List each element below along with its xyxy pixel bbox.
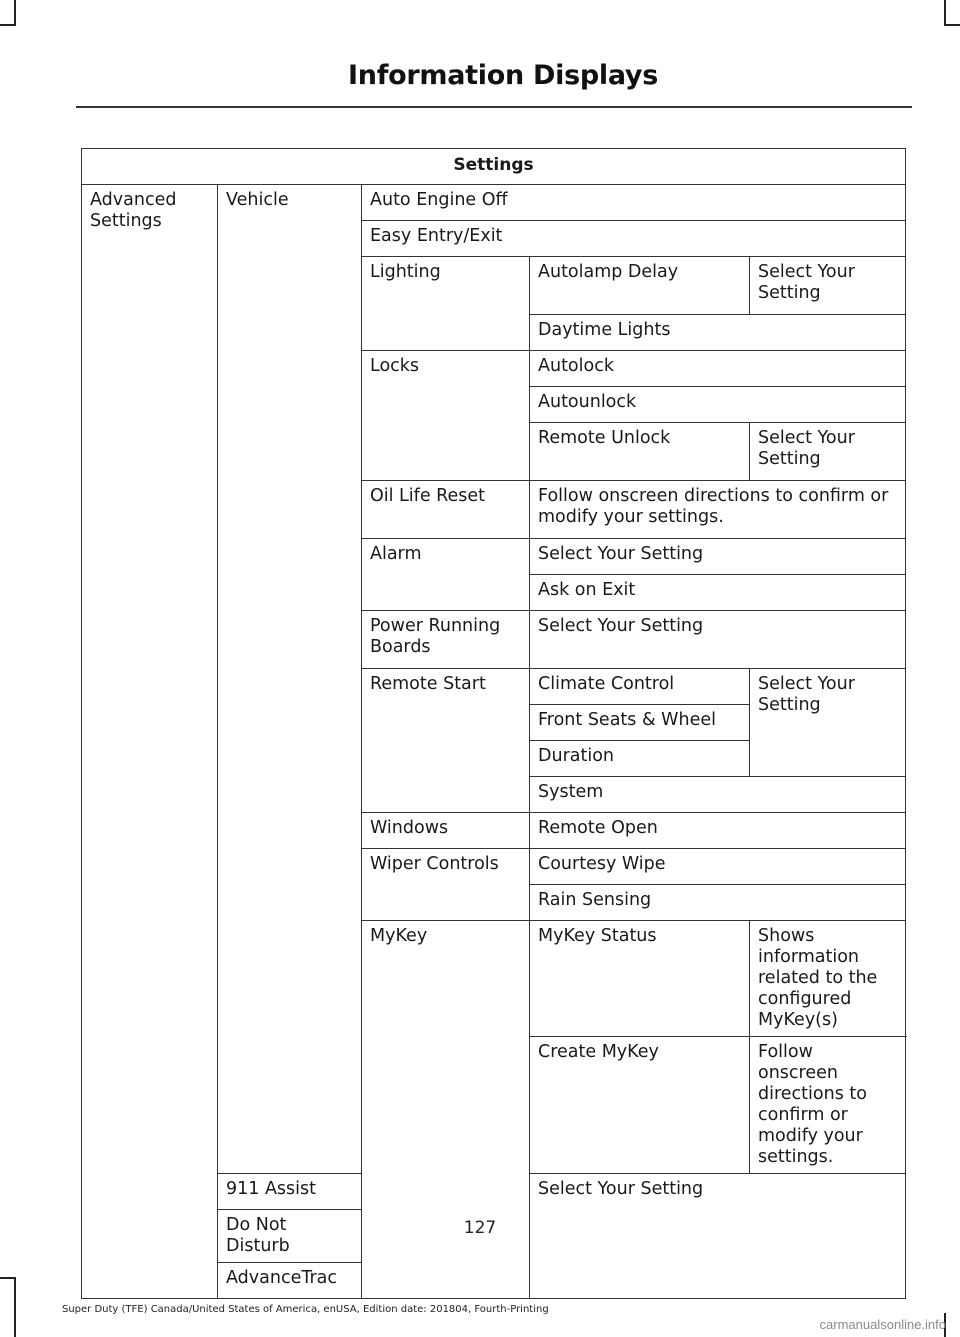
crop-mark [14, 0, 16, 26]
table-cell: System [530, 777, 906, 813]
table-cell: MyKey [362, 921, 530, 1299]
table-cell: Daytime Lights [530, 315, 906, 351]
table-title: Settings [82, 149, 906, 185]
table-cell: Alarm [362, 539, 530, 611]
crop-mark [0, 24, 16, 26]
table-cell: Select Your Setting [530, 1174, 906, 1299]
table-cell: Select Your Setting [530, 611, 906, 669]
table-cell: Courtesy Wipe [530, 849, 906, 885]
table-cell: Duration [530, 741, 750, 777]
header-divider [76, 106, 912, 108]
table-cell: Follow onscreen directions to confirm or modify your settings. [530, 481, 906, 539]
table-cell: Follow onscreen directions to confirm or modify your settings. [750, 1037, 906, 1174]
page-title: Information Displays [348, 60, 658, 91]
table-cell: Remote Open [530, 813, 906, 849]
table-cell: Easy Entry/Exit [362, 221, 906, 257]
table-cell: Select Your Setting [750, 669, 906, 777]
table-cell: 911 Assist [218, 1174, 362, 1210]
table-cell: Vehicle [218, 185, 362, 1174]
table-cell: Select Your Setting [750, 257, 906, 315]
crop-mark [0, 1277, 16, 1279]
table-cell: Auto Engine Off [362, 185, 906, 221]
table-cell: AdvanceTrac [218, 1263, 362, 1299]
table-cell: Front Seats & Wheel [530, 705, 750, 741]
table-cell: Ask on Exit [530, 575, 906, 611]
table-cell: Autolock [530, 351, 906, 387]
table-cell: Do Not Disturb [218, 1210, 362, 1263]
table-cell: Rain Sensing [530, 885, 906, 921]
crop-mark [14, 1277, 16, 1337]
table-cell: Select Your Setting [750, 423, 906, 481]
table-cell: Create MyKey [530, 1037, 750, 1174]
table-cell: Wiper Controls [362, 849, 530, 921]
settings-table [81, 148, 906, 1299]
crop-mark [944, 24, 960, 26]
table-cell: Locks [362, 351, 530, 481]
footer-text: Super Duty (TFE) Canada/United States of America, enUSA, Edition date: 201804, Fourth-Printing [62, 1304, 549, 1315]
watermark: carmanualsonline.info [819, 1317, 946, 1332]
table-cell: Oil Life Reset [362, 481, 530, 539]
table-cell: Shows information related to the configured MyKey(s) [750, 921, 906, 1037]
table-cell: Windows [362, 813, 530, 849]
table-cell: Autolamp Delay [530, 257, 750, 315]
table-cell: Advanced Settings [82, 185, 218, 1299]
table-cell: Climate Control [530, 669, 750, 705]
page-number: 127 [463, 1218, 497, 1238]
table-cell: Power Running Boards [362, 611, 530, 669]
table-cell: Select Your Setting [530, 539, 906, 575]
table-cell: MyKey Status [530, 921, 750, 1037]
crop-mark [944, 0, 946, 26]
table-cell: Remote Unlock [530, 423, 750, 481]
table-cell: Autounlock [530, 387, 906, 423]
table-cell: Lighting [362, 257, 530, 351]
table-cell: Remote Start [362, 669, 530, 813]
